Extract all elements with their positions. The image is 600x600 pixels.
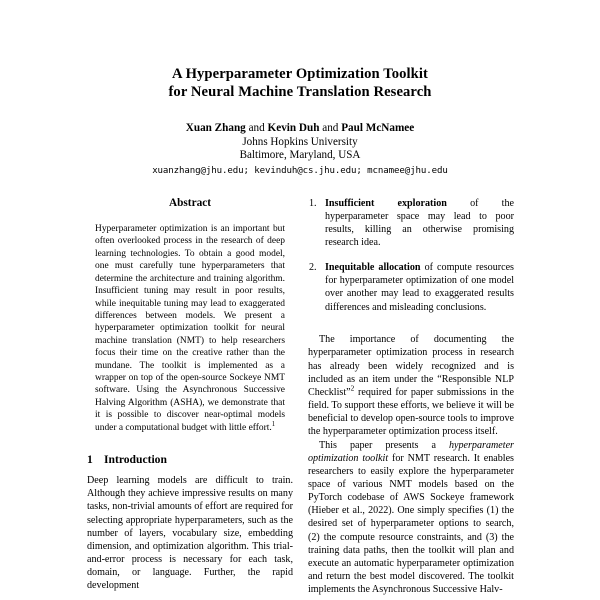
list-item-marker: 1. xyxy=(309,198,317,209)
title-block xyxy=(0,0,600,178)
numbered-issue-list xyxy=(308,197,514,314)
left-column xyxy=(87,197,293,600)
introduction-paragraph: Deep learning models are difficult to train. Although they achieve impressive results on many tasks, non-trivial amounts of effort are required for selecting appropriate hyperparameters, such as the number of layers, vocabulary size, embedding dimension, and optimization algorithm. This trial-and-error process is necessary for each task, domain, or language. Further, the rapid development xyxy=(87,475,293,592)
list-item-marker: 2. xyxy=(309,262,317,274)
author-conjunction-2: and xyxy=(322,122,339,134)
toolkit-paragraph-part-2: for NMT research. It enables researchers to easily explore the hyperparameter space of various NMT models based on the PyTorch codebase of AWS Sockeye framework (Hieber et al., 2022). One simply specifies (1) the desired set of hyperparameter options to search, (2) the compute resource constraints, and (3) the training data paths, then the toolkit will plan and execute an automatic hyperparameter optimization and return the best model discovered. The toolkit implements the Asynchronous Successive Halv- xyxy=(308,452,514,596)
author-name-2: Kevin Duh xyxy=(267,122,320,134)
abstract-heading: Abstract xyxy=(168,197,212,209)
section-number: 1 xyxy=(87,453,93,467)
toolkit-paragraph xyxy=(308,439,514,597)
author-name-1: Xuan Zhang xyxy=(185,122,246,134)
paper-title-line-2: for Neural Machine Translation Research xyxy=(168,83,432,100)
section-heading-introduction xyxy=(87,453,293,467)
list-item-lead: Inequitable allocation xyxy=(325,262,421,274)
list-item xyxy=(308,261,514,314)
section-title: Introduction xyxy=(104,453,167,467)
checklist-footnote-marker: 2 xyxy=(350,384,355,393)
toolkit-paragraph-part-1: This paper presents a xyxy=(319,439,449,451)
two-column-body xyxy=(0,197,600,600)
checklist-paragraph-part-2: required for paper submissions in the field. To support these efforts, we believe it will be beneficial to develop open-source tools to improve the hyperparameter optimization process itself. xyxy=(308,386,514,438)
paragraph-spacer xyxy=(308,325,514,333)
affiliation-line-2: Baltimore, Maryland, USA xyxy=(239,149,361,162)
author-list xyxy=(0,122,600,136)
page-title xyxy=(0,66,600,101)
abstract-text xyxy=(95,223,285,434)
checklist-paragraph xyxy=(308,333,514,438)
author-name-3: Paul McNamee xyxy=(341,122,415,134)
affiliation-line-1: Johns Hopkins University xyxy=(242,135,358,148)
list-item xyxy=(308,197,514,250)
author-conjunction-1: and xyxy=(248,122,265,134)
abstract-text-body: Hyperparameter optimization is an important but often overlooked process in the research of deep learning technologies. To obtain a good model, one must carefully tune hyperparameters that determine the architecture and training algorithm. Insufficient tuning may result in poor results, while inequitable tuning may lead to exaggerated differences between models. We present a hyperparameter optimization toolkit for neural machine translation (NMT) to help researchers focus their time on the creative rather than the mundane. The toolkit is implemented as a wrapper on top of the open-source Sockeye NMT software. Using the Asynchronous Successive Halving Algorithm (ASHA), we demonstrate that it is possible to discover near-optimal models under a computational budget with little effort. xyxy=(95,224,285,433)
abstract-footnote-marker: 1 xyxy=(271,420,276,428)
paper-title-line-1: A Hyperparameter Optimization Toolkit xyxy=(172,66,428,82)
list-item-text: of the hyperparameter space may lead to poor results, killing an otherwise promising research idea. xyxy=(325,198,514,249)
list-item-lead: Insufficient exploration xyxy=(325,198,447,209)
list-item-text: of compute resources for hyperparameter optimization of one model over another may lead to exaggerated results differences and misleading conclusions. xyxy=(325,262,514,313)
right-column xyxy=(308,197,514,600)
checklist-paragraph-part-1: The importance of documenting the hyperparameter optimization process in research has already been widely recognized and is included as an item under the “Responsible NLP Checklist” xyxy=(308,334,514,398)
author-emails: xuanzhang@jhu.edu; kevinduh@cs.jhu.edu; mcnamee@jhu.edu xyxy=(152,165,448,176)
toolkit-paragraph-italic-phrase: hyperparameter optimization toolkit xyxy=(308,439,514,464)
